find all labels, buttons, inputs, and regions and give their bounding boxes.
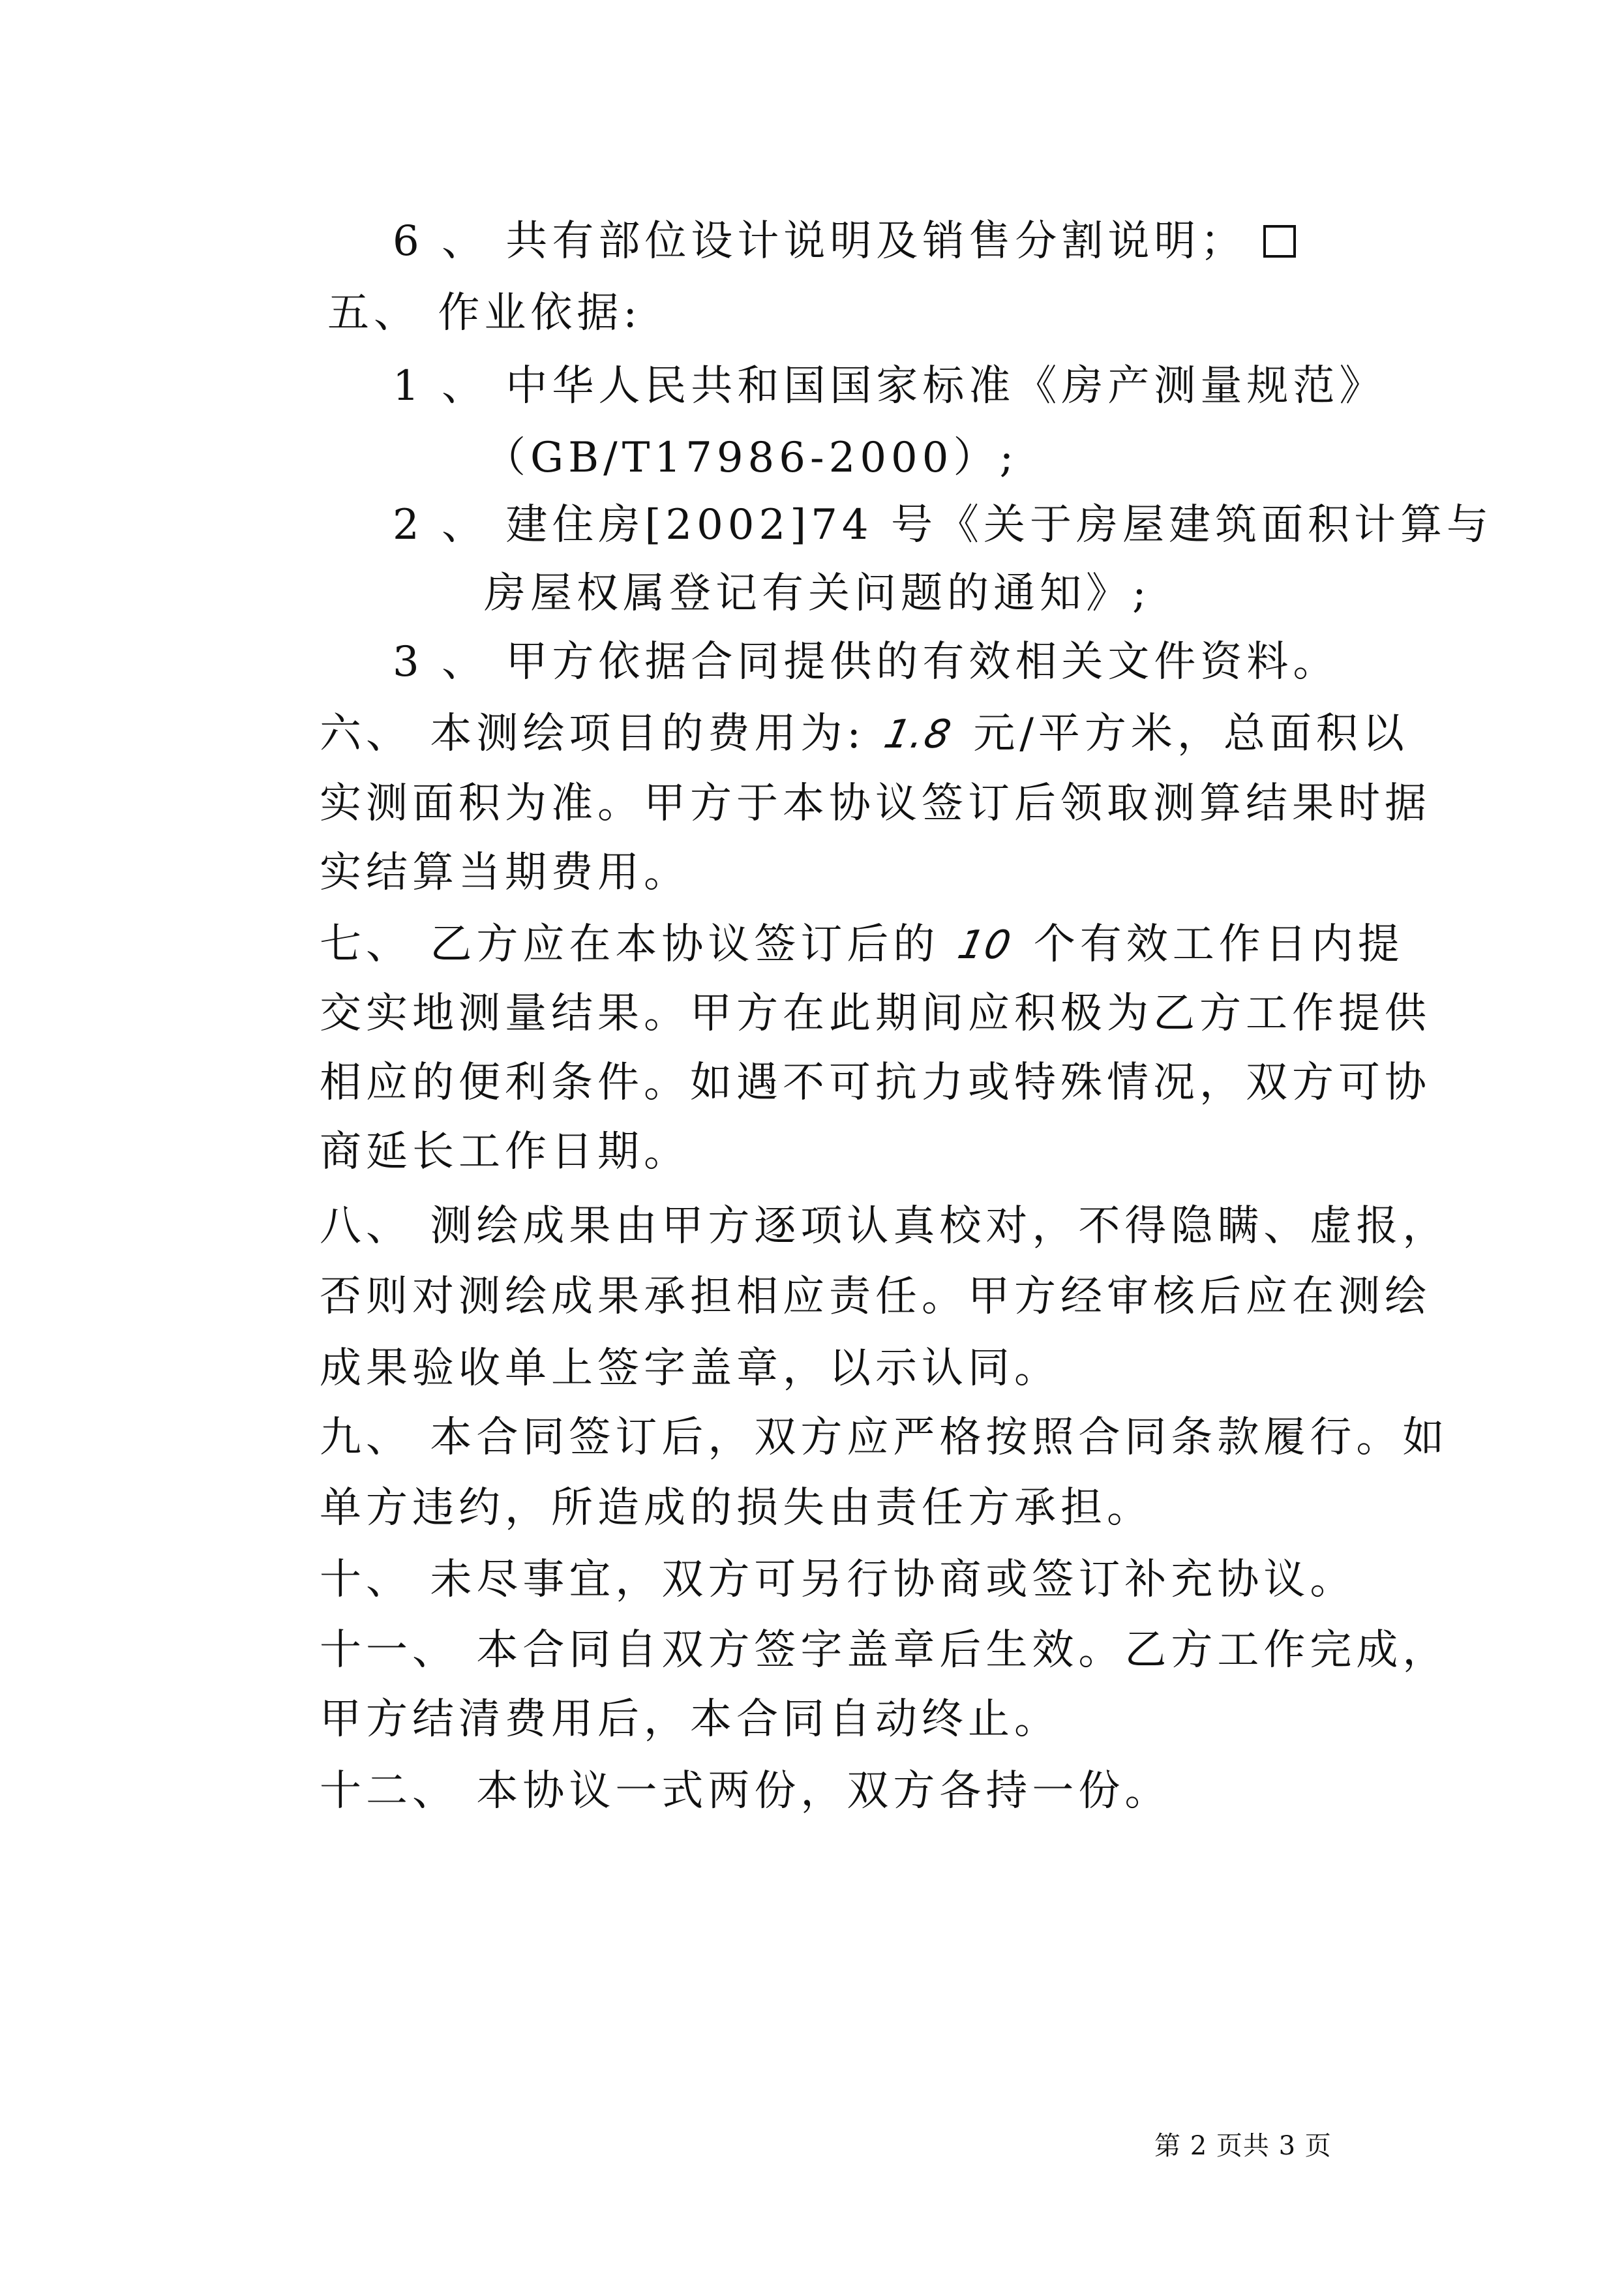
deadline-suffix: 个有效工作日内提 (1033, 920, 1404, 969)
section-6-line3: 实结算当期费用。 (320, 849, 690, 897)
basis-1-line1: 1 、 中华人民共和国国家标准《房产测量规范》 (393, 362, 1386, 410)
section-7-line4: 商延长工作日期。 (320, 1128, 690, 1176)
basis-1-line2: （GB/T17986-2000）; (484, 434, 1019, 482)
checkbox[interactable] (1263, 225, 1296, 258)
section-8-line1: 八、 测绘成果由甲方逐项认真校对，不得隐瞒、虚报， (320, 1202, 1449, 1250)
section-9-line1: 九、 本合同签订后，双方应严格按照合同条款履行。如 (320, 1413, 1449, 1462)
section-7-line3: 相应的便利条件。如遇不可抗力或特殊情况，双方可协 (320, 1059, 1431, 1107)
basis-3-line: 3 、 甲方依据合同提供的有效相关文件资料。 (393, 638, 1340, 686)
section-7-line1 (320, 918, 1404, 971)
deadline-handwritten-value: 10 (954, 922, 1017, 968)
section-9-line2: 单方违约，所造成的损失由责任方承担。 (320, 1484, 1153, 1532)
fee-prefix: 六、 本测绘项目的费用为: (320, 710, 865, 758)
fee-suffix: 元/平方米，总面积以 (973, 710, 1409, 758)
section-6-line1 (320, 708, 1409, 761)
basis-2-line2: 房屋权属登记有关问题的通知》; (484, 569, 1151, 618)
item-6-text: 6 、 共有部位设计说明及销售分割说明； (393, 217, 1247, 265)
section-12-line: 十二、 本协议一式两份，双方各持一份。 (320, 1767, 1171, 1815)
section-11-line1: 十一、 本合同自双方签字盖章后生效。乙方工作完成， (320, 1626, 1449, 1674)
section-8-line2: 否则对测绘成果承担相应责任。甲方经审核后应在测绘 (320, 1273, 1431, 1321)
item-6-line (393, 215, 1296, 267)
section-11-line2: 甲方结清费用后，本合同自动终止。 (320, 1695, 1060, 1744)
section-10-line: 十、 未尽事宜，双方可另行协商或签订补充协议。 (320, 1556, 1357, 1604)
page-footer: 第 2 页共 3 页 (1154, 2131, 1332, 2161)
basis-2-line1: 2 、 建住房[2002]74 号《关于房屋建筑面积计算与 (393, 501, 1493, 549)
section-6-line2: 实测面积为准。甲方于本协议签订后领取测算结果时据 (320, 779, 1431, 828)
section-5-heading: 五、 作业依据: (327, 289, 642, 337)
section-8-line3: 成果验收单上签字盖章，以示认同。 (320, 1344, 1060, 1393)
fee-handwritten-value: 1.8 (880, 712, 956, 757)
deadline-prefix: 七、 乙方应在本协议签订后的 (320, 920, 940, 969)
section-7-line2: 交实地测量结果。甲方在此期间应积极为乙方工作提供 (320, 989, 1431, 1038)
